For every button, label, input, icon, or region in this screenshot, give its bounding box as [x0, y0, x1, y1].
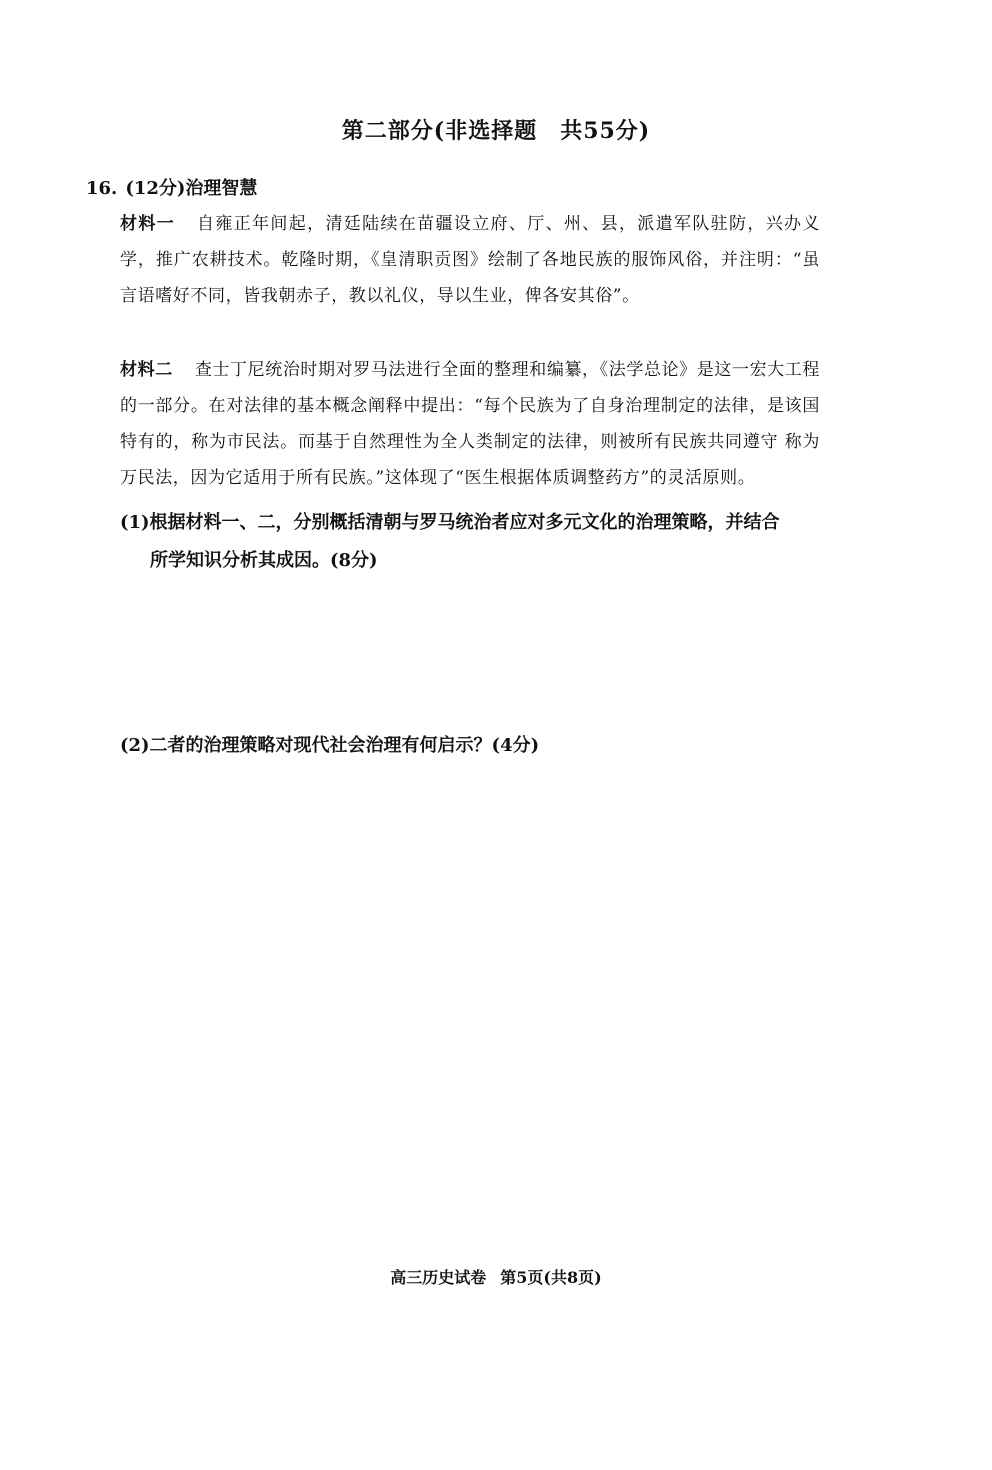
material-one-label: 材料一: [120, 214, 176, 234]
material-one-text: 自雍正年间起，清廷陆续在苗疆设立府、厅、州、县，派遣军队驻防，兴办义学，推广农耕技术。乾隆时期，《皇清职贡图》绘制了各地民族的服饰风俗，并注明：“虽言语嗜好不同，皆我朝赤子，教以礼仪，导以生业，俾各安其俗”。: [120, 214, 820, 306]
material-two-label: 材料二: [120, 360, 173, 380]
section-title: 第二部分(非选择题 共55分): [341, 118, 651, 144]
material-two-text: 查士丁尼统治时期对罗马法进行全面的整理和编纂，《法学总论》是这一宏大工程的一部分。在对法律的基本概念阐释中提出：“每个民族为了自身治理制定的法律，是该国特有的，称为市民法。而基于自然理性为全人类制定的法律，则被所有民族共同遵守 称为万民法，因为它适用于所有民族。”这体现了“医生根据体质调整药方”的灵活原则。: [120, 360, 820, 488]
footer-subject: 高三历史试卷: [390, 1268, 487, 1287]
question-title: (12分)治理智慧: [125, 178, 258, 199]
question-header: [86, 174, 257, 200]
footer-page-number: 第5页(共8页): [500, 1268, 602, 1287]
sub-question-2-line1: (2)二者的治理策略对现代社会治理有何启示？(4分): [120, 735, 540, 756]
material-one: [120, 206, 820, 314]
sub-question-2: [120, 727, 820, 765]
sub-question-1-line1: (1)根据材料一、二，分别概括清朝与罗马统治者应对多元文化的治理策略，并结合: [120, 512, 780, 533]
sub-question-1-line2: 所学知识分析其成因。(8分): [150, 550, 378, 571]
page-footer: [0, 1265, 992, 1288]
material-two: [120, 352, 820, 496]
question-number: 16.: [86, 178, 118, 199]
sub-question-1: [120, 504, 820, 580]
